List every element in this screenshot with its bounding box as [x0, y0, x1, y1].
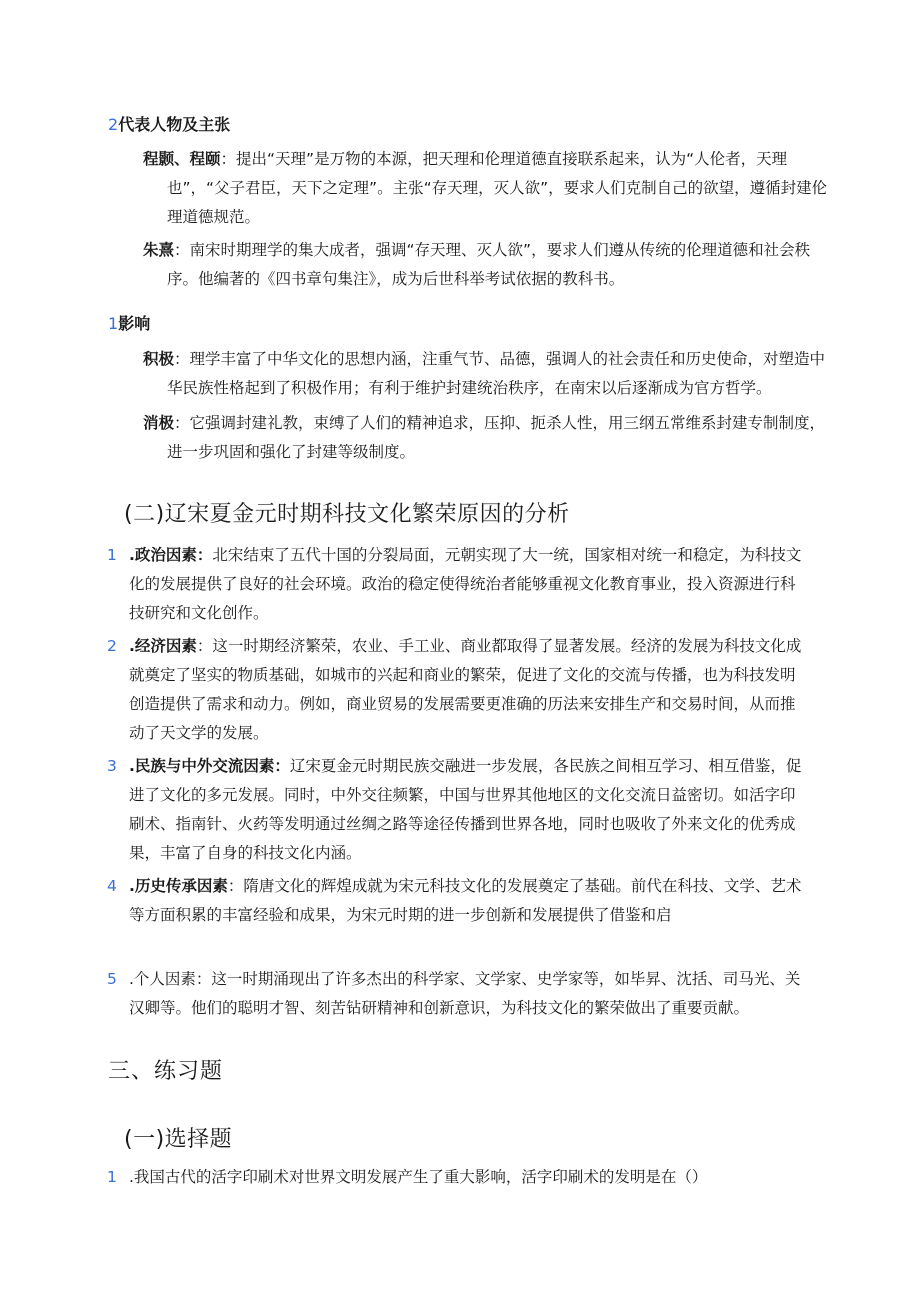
heading-representatives [108, 112, 508, 135]
list-index: 5 [107, 970, 117, 988]
definition-entry [143, 236, 835, 294]
item-text: 辽宋夏金元时期民族交融进一步发展，各民族之间相互学习、相互借鉴，促进了文化的多元发展。同时，中外交往频繁，中国与世界其他地区的文化交流日益密切。如活字印刷术、指南针、火药等发明通过丝绸之路等途径传播到世界各地，同时也吸收了外来文化的优秀成果，丰富了自身的科技文化内涵。 [129, 757, 802, 862]
list-item [107, 632, 807, 748]
heading-number: 2 [108, 115, 119, 134]
entry-text: ：理学丰富了中华文化的思想内涵，注重气节、品德，强调人的社会责任和历史使命，对塑造中华民族性格起到了积极作用；有利于维护封建统治秩序，在南宋以后逐渐成为官方哲学。 [167, 350, 826, 397]
subsection-title-choice: (一)选择题 [124, 1127, 233, 1152]
item-text: 北宋结束了五代十国的分裂局面，元朝实现了大一统，国家相对统一和稳定，为科技文化的发展提供了良好的社会环境。政治的稳定使得统治者能够重视文化教育事业，投入资源进行科技研究和文化创作。 [129, 546, 802, 622]
item-text: ：隋唐文化的辉煌成就为宋元科技文化的发展奠定了基础。前代在科技、文学、艺术等方面积累的丰富经验和成果，为宋元时期的进一步创新和发展提供了借鉴和启 [129, 877, 802, 924]
item-term: .政治因素： [129, 546, 213, 564]
definition-entry [143, 145, 835, 232]
list-item [107, 965, 807, 1023]
item-term: .历史传承因素 [129, 877, 228, 895]
entry-term: 程颢、程颐 [143, 150, 221, 168]
heading-title: 影响 [118, 314, 151, 333]
heading-impact [108, 311, 508, 334]
list-item [107, 752, 807, 868]
list-item [107, 541, 807, 628]
entry-term: 朱熹 [143, 241, 175, 259]
section-title-analysis: (二)辽宋夏金元时期科技文化繁荣原因的分析 [124, 502, 570, 527]
item-term: .民族与中外交流因素： [129, 757, 290, 775]
question-index: 1 [107, 1168, 117, 1186]
section-title-practice: 三、练习题 [108, 1059, 224, 1084]
definition-entry [143, 409, 835, 467]
list-index: 4 [107, 877, 117, 895]
item-text: ：这一时期经济繁荣，农业、手工业、商业都取得了显著发展。经济的发展为科技文化成就奠定了坚实的物质基础，如城市的兴起和商业的繁荣，促进了文化的交流与传播，也为科技发明创造提供了需求和动力。例如，商业贸易的发展需要更准确的历法来安排生产和交易时间，从而推动了天文学的发展。 [129, 637, 802, 742]
item-text: .个人因素：这一时期涌现出了许多杰出的科学家、文学家、史学家等，如毕昇、沈括、司马光、关汉卿等。他们的聪明才智、刻苦钻研精神和创新意识，为科技文化的繁荣做出了重要贡献。 [129, 970, 801, 1017]
item-term: .经济因素 [129, 637, 197, 655]
entry-term: 消极 [143, 414, 175, 432]
entry-text: ：南宋时期理学的集大成者，强调“存天理、灭人欲”，要求人们遵从传统的伦理道德和社会秩序。他编著的《四书章句集注》，成为后世科举考试依据的教科书。 [167, 241, 811, 288]
question-item [107, 1163, 807, 1192]
heading-title: 代表人物及主张 [118, 115, 231, 134]
list-index: 1 [107, 546, 117, 564]
question-text: .我国古代的活字印刷术对世界文明发展产生了重大影响，活字印刷术的发明是在（） [129, 1168, 708, 1186]
entry-text: ：它强调封建礼教，束缚了人们的精神追求，压抑、扼杀人性，用三纲五常维系封建专制制度，进一步巩固和强化了封建等级制度。 [167, 414, 826, 461]
heading-number: 1 [108, 314, 119, 333]
list-item [107, 872, 807, 930]
definition-entry [143, 345, 835, 403]
list-index: 3 [107, 757, 117, 775]
entry-term: 积极 [143, 350, 175, 368]
entry-text: ：提出“天理”是万物的本源，把天理和伦理道德直接联系起来，认为“人伦者，天理也”，“父子君臣，天下之定理”。主张“存天理，灭人欲”，要求人们克制自己的欲望，遵循封建伦理道德规范。 [167, 150, 828, 226]
list-index: 2 [107, 637, 117, 655]
